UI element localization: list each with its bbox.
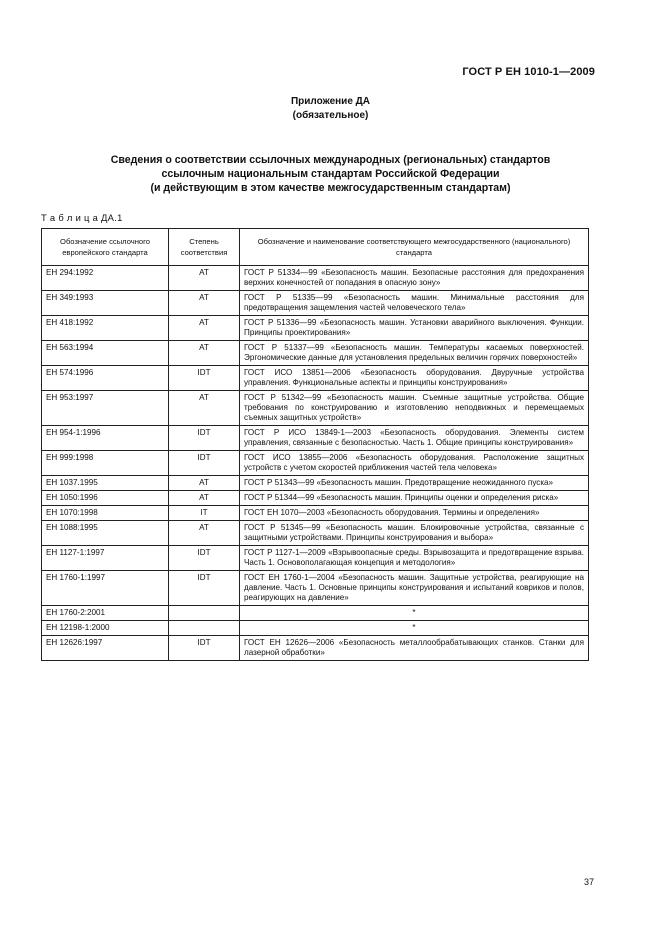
section-heading	[0, 153, 661, 195]
table-row	[42, 341, 589, 366]
degree-cell	[169, 606, 240, 621]
table-row	[42, 491, 589, 506]
degree-cell: АТ	[169, 316, 240, 341]
table-caption: Т а б л и ц а ДА.1	[41, 212, 123, 223]
annex-status: (обязательное)	[292, 110, 369, 121]
ref-standard-cell: ЕН 1760-1:1997	[42, 571, 169, 606]
column-header-ref-standard: Обозначение ссылочного европейского стандарта	[42, 229, 169, 266]
ref-standard-cell: ЕН 1760-2:2001	[42, 606, 169, 621]
national-standard-cell: ГОСТ Р 51334—99 «Безопасность машин. Безопасные расстояния для предохранения верхних конечностей от попадания в опасную зону»	[240, 266, 589, 291]
ref-standard-cell: ЕН 1070:1998	[42, 506, 169, 521]
degree-cell: IDT	[169, 426, 240, 451]
ref-standard-cell: ЕН 1127-1:1997	[42, 546, 169, 571]
table-row	[42, 391, 589, 426]
table-row	[42, 636, 589, 661]
ref-standard-cell: ЕН 418:1992	[42, 316, 169, 341]
national-standard-cell: ГОСТ Р 1127-1—2009 «Взрывоопасные среды. Взрывозащита и предотвращение взрыва. Часть 1. Основополагающая концепция и методология»	[240, 546, 589, 571]
ref-standard-cell: ЕН 12626:1997	[42, 636, 169, 661]
table-row	[42, 606, 589, 621]
heading-line-1: Сведения о соответствии ссылочных международных (региональных) стандартов	[110, 154, 551, 166]
correspondence-table	[41, 228, 589, 661]
ref-standard-cell: ЕН 1050:1996	[42, 491, 169, 506]
national-standard-cell: *	[240, 606, 589, 621]
national-standard-cell: *	[240, 621, 589, 636]
table-row	[42, 426, 589, 451]
degree-cell: АТ	[169, 476, 240, 491]
column-header-national-standard: Обозначение и наименование соответствующего межгосударственного (национального) стандарта	[240, 229, 589, 266]
degree-cell: АТ	[169, 266, 240, 291]
heading-line-2: ссылочным национальным стандартам Российской Федерации	[161, 168, 500, 180]
degree-cell: АТ	[169, 291, 240, 316]
national-standard-cell: ГОСТ Р 51337—99 «Безопасность машин. Температуры касаемых поверхностей. Эргономические данные для установления предельных величин горячих поверхностей»	[240, 341, 589, 366]
ref-standard-cell: ЕН 349:1993	[42, 291, 169, 316]
degree-cell	[169, 621, 240, 636]
degree-cell: АТ	[169, 491, 240, 506]
table-row	[42, 291, 589, 316]
ref-standard-cell: ЕН 12198-1:2000	[42, 621, 169, 636]
table-row	[42, 476, 589, 491]
table-row	[42, 546, 589, 571]
ref-standard-cell: ЕН 574:1996	[42, 366, 169, 391]
ref-standard-cell: ЕН 1037.1995	[42, 476, 169, 491]
degree-cell: IDT	[169, 636, 240, 661]
annex-title: Приложение ДА	[290, 96, 371, 107]
degree-cell: IDT	[169, 366, 240, 391]
table-row	[42, 571, 589, 606]
degree-cell: IDT	[169, 546, 240, 571]
annex-block	[0, 95, 661, 123]
table-row	[42, 451, 589, 476]
national-standard-cell: ГОСТ Р 51345—99 «Безопасность машин. Блокировочные устройства, связанные с защитными устройствами. Принципы конструирования и выбора»	[240, 521, 589, 546]
national-standard-cell: ГОСТ Р 51342—99 «Безопасность машин. Съемные защитные устройства. Общие требования по конструированию и изготовлению неподвижных и перемещаемых съемных защитных устройств»	[240, 391, 589, 426]
table-body	[42, 266, 589, 661]
national-standard-cell: ГОСТ Р 51343—99 «Безопасность машин. Предотвращение неожиданного пуска»	[240, 476, 589, 491]
ref-standard-cell: ЕН 999:1998	[42, 451, 169, 476]
column-header-degree: Степень соответствия	[169, 229, 240, 266]
national-standard-cell: ГОСТ ИСО 13851—2006 «Безопасность оборудования. Двуручные устройства управления. Функциональные аспекты и принципы конструирования»	[240, 366, 589, 391]
table-row	[42, 506, 589, 521]
degree-cell: АТ	[169, 341, 240, 366]
national-standard-cell: ГОСТ ИСО 13855—2006 «Безопасность оборудования. Расположение защитных устройств с учетом скоростей приближения частей тела человека»	[240, 451, 589, 476]
degree-cell: АТ	[169, 521, 240, 546]
heading-line-3: (и действующим в этом качестве межгосударственным стандартам)	[150, 182, 511, 194]
table-row	[42, 621, 589, 636]
table-row	[42, 521, 589, 546]
national-standard-cell: ГОСТ Р 51336—99 «Безопасность машин. Установки аварийного выключения. Функции. Принципы проектирования»	[240, 316, 589, 341]
standard-code: ГОСТ Р ЕН 1010-1—2009	[462, 66, 595, 78]
ref-standard-cell: ЕН 953:1997	[42, 391, 169, 426]
ref-standard-cell: ЕН 294:1992	[42, 266, 169, 291]
ref-standard-cell: ЕН 563:1994	[42, 341, 169, 366]
national-standard-cell: ГОСТ ЕН 12626—2006 «Безопасность металлообрабатывающих станков. Станки для лазерной обработки»	[240, 636, 589, 661]
degree-cell: IT	[169, 506, 240, 521]
degree-cell: IDT	[169, 571, 240, 606]
table-row	[42, 366, 589, 391]
national-standard-cell: ГОСТ Р ИСО 13849-1—2003 «Безопасность оборудования. Элементы систем управления, связанные с безопасностью. Часть 1. Общие принципы конструирования»	[240, 426, 589, 451]
degree-cell: АТ	[169, 391, 240, 426]
table-row	[42, 316, 589, 341]
degree-cell: IDT	[169, 451, 240, 476]
national-standard-cell: ГОСТ Р 51344—99 «Безопасность машин. Принципы оценки и определения риска»	[240, 491, 589, 506]
page-number: 37	[583, 877, 594, 887]
ref-standard-cell: ЕН 1088:1995	[42, 521, 169, 546]
national-standard-cell: ГОСТ ЕН 1760-1—2004 «Безопасность машин. Защитные устройства, реагирующие на давление. Часть 1. Основные принципы конструирования и испытаний ковриков и полов, реагирующих на давление»	[240, 571, 589, 606]
ref-standard-cell: ЕН 954-1:1996	[42, 426, 169, 451]
table-header-row	[42, 229, 589, 266]
table-row	[42, 266, 589, 291]
national-standard-cell: ГОСТ Р 51335—99 «Безопасность машин. Минимальные расстояния для предотвращения защемления частей человеческого тела»	[240, 291, 589, 316]
national-standard-cell: ГОСТ ЕН 1070—2003 «Безопасность оборудования. Термины и определения»	[240, 506, 589, 521]
